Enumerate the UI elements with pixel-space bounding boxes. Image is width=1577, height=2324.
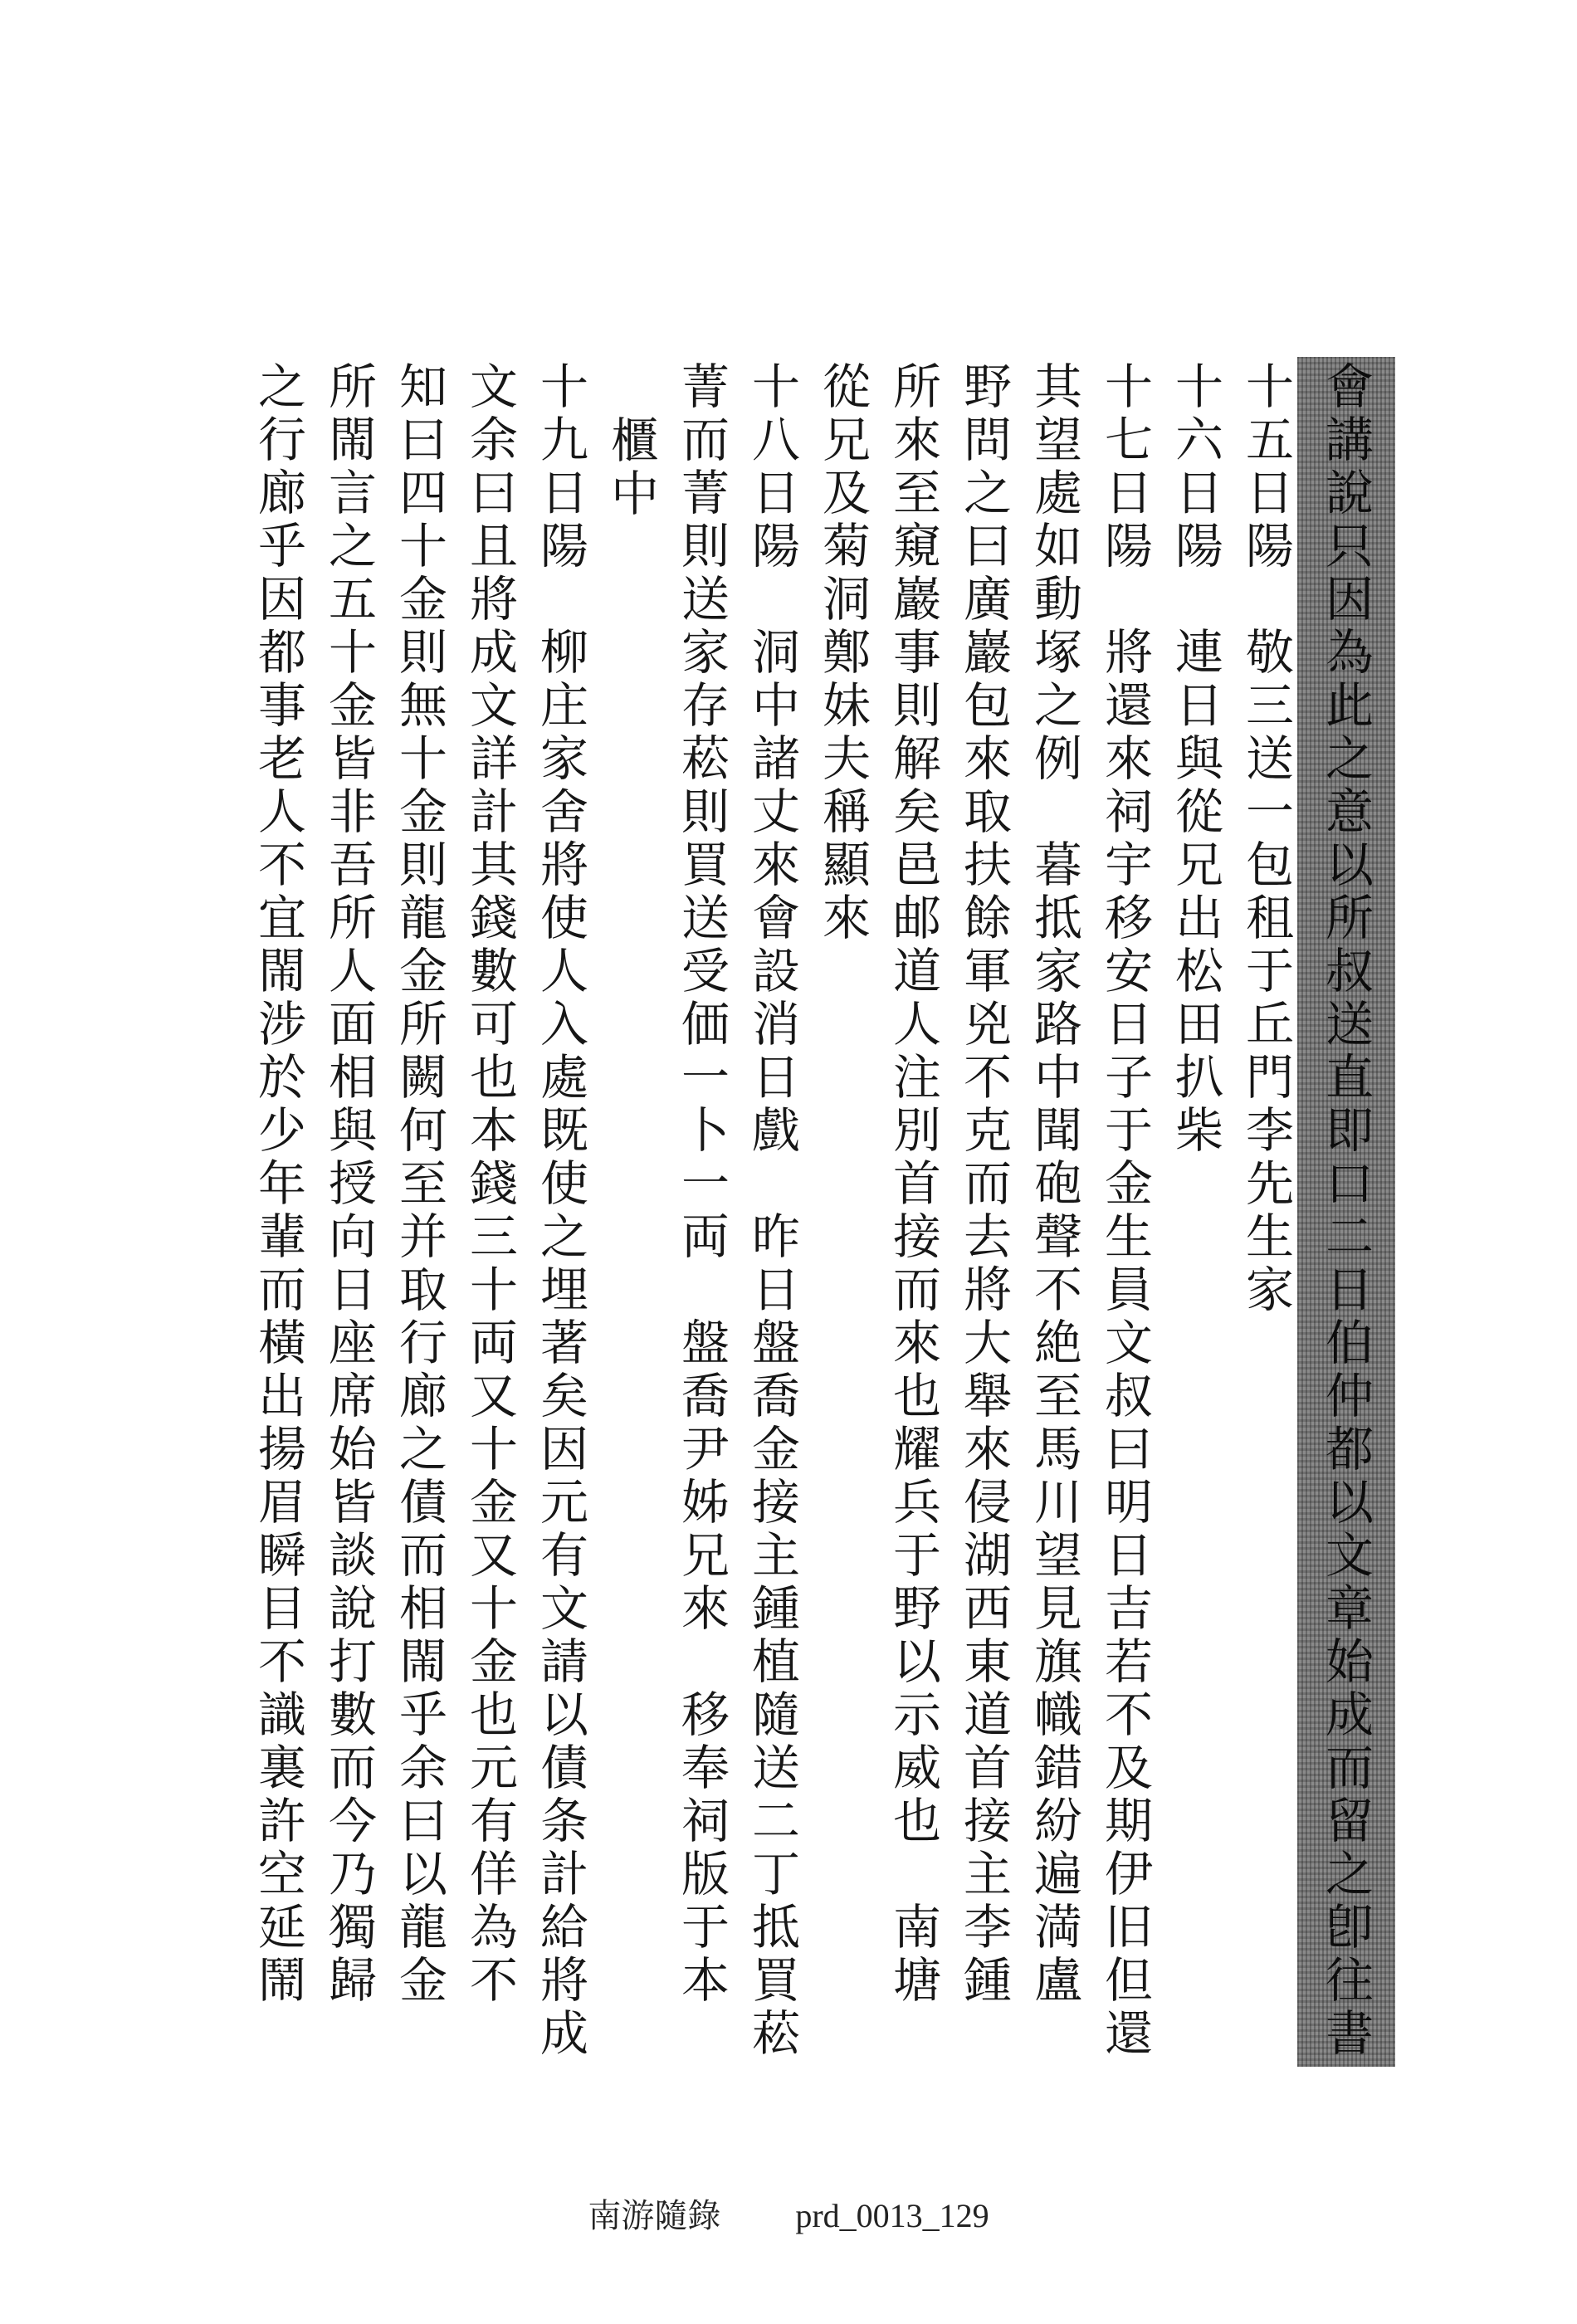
text-column-12: 十九日陽 柳庄家舍將使人入處既使之埋著矣因元有文請以債条計給將成 [532,361,588,2061]
text-column-13: 文余曰且將成文詳計其錢數可也本錢三十両又十金又十金也元有佯為不 [461,361,518,2008]
text-column-11: 櫃中 [603,415,659,521]
text-column-2: 十五日陽 敬三送一包租于丘門李先生家 [1238,361,1294,1317]
footer-page-code: prd_0013_129 [795,2197,989,2234]
text-column-3: 十六日陽 連日與從兄出松田扒柴 [1167,361,1223,1158]
text-column-14: 知曰四十金則無十金則龍金所闕何至并取行廊之債而相閙乎余曰以龍金 [391,361,447,2008]
text-column-7: 所來至窺巖事則解矣邑邮道人注別首接而來也耀兵于野以示威也 南塘 [885,361,941,2008]
text-column-5: 其望處如動塚之例 暮抵家路中聞砲聲不絶至馬川望見旗幟錯紛遍満盧 [1026,361,1082,2008]
text-column-10: 菁而菁則送家存菘則買送受価一卜一両 盤喬尹姊兄來 移奉祠版于本 [673,361,730,2008]
footer-title: 南游隨錄 [588,2197,721,2234]
text-column-15: 所閙言之五十金皆非吾所人面相與授向日座席始皆談說打數而今乃獨歸 [320,361,377,2008]
page-footer [0,2190,1577,2237]
text-column-4: 十七日陽 將還來祠宇移安日子于金生員文叔曰明日吉若不及期伊旧但還 [1096,361,1153,2061]
text-column-9: 十八日陽 洞中諸丈來會設消日戲 昨日盤喬金接主鍾植隨送二丁抵買菘 [744,361,800,2061]
text-column-16: 之行廊乎因都事老人不宜閙涉於少年輩而橫出揚眉瞬目不識裏許空延鬧 [250,361,306,2008]
text-column-1: 會講說只因為此之意以所叔送直即口二日伯仲都以文章始成而留之卽往書 [1317,361,1374,2061]
text-column-6: 野問之曰廣巖包來取扶餘軍兇不克而去將大舉來侵湖西東道首接主李鍾 [955,361,1012,2008]
text-column-8: 從兄及菊洞鄭妹夫稱顯來 [814,361,871,945]
